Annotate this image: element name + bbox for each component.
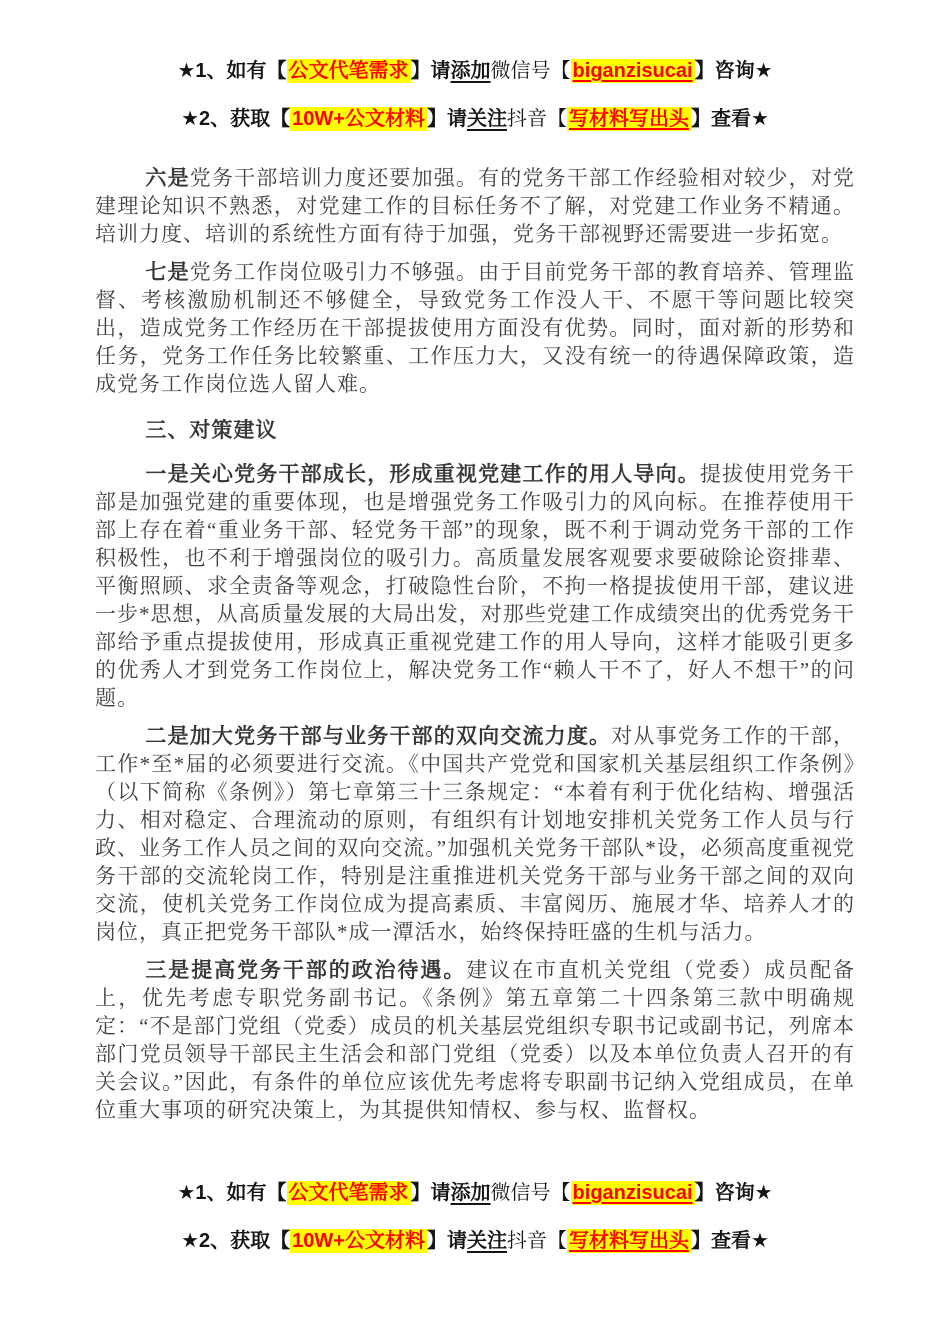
promo-text: 微信号【: [490, 1182, 571, 1204]
paragraph-text: 党务干部培训力度还要加强。有的党务干部工作经验相对较少，对党建理论知识不熟悉，对党建工作的目标任务不了解，对党建工作业务不精通。培训力度、培训的系统性方面有待于加强，党务干部视野还需要进一步拓宽。: [95, 166, 856, 246]
promo-highlight-service: 公文代笔需求: [288, 1182, 409, 1204]
paragraph-lead: 七是: [145, 260, 190, 284]
paragraph-lead: 六是: [145, 166, 190, 190]
promo-highlight-service: 公文代笔需求: [288, 60, 409, 82]
promo-text: 】请: [410, 1182, 451, 1204]
promo-text: ★1、如有【: [177, 60, 287, 82]
paragraph-suggestion-three: [95, 956, 855, 1124]
promo-text: 抖音【: [506, 108, 567, 130]
paragraph-suggestion-two: [95, 722, 855, 946]
promo-action-follow: 关注: [466, 108, 507, 130]
promo-text: 】咨询★: [694, 1182, 773, 1204]
paragraph-lead: 三是提高党务干部的政治待遇。: [145, 958, 467, 982]
promo-text: 】请: [410, 60, 451, 82]
promo-douyin-id: 写材料写出头: [568, 108, 689, 130]
promo-line-1: [95, 1180, 855, 1206]
promo-action-add: 添加: [450, 1182, 491, 1204]
promo-line-2: [95, 1228, 855, 1254]
promo-text: 】请: [426, 1230, 467, 1252]
promo-wechat-id: biganzisucai: [572, 60, 693, 82]
promo-text: 抖音【: [506, 1230, 567, 1252]
promo-text: 】查看★: [690, 108, 769, 130]
promo-wechat-id: biganzisucai: [572, 1182, 693, 1204]
promo-line-1: [95, 58, 855, 84]
promo-action-follow: 关注: [466, 1230, 507, 1252]
paragraph-lead: 二是加大党务干部与业务干部的双向交流力度。: [145, 724, 612, 748]
paragraph-text: 党务工作岗位吸引力不够强。由于目前党务干部的教育培养、管理监督、考核激励机制还不够健全，导致党务工作没人干、不愿干等问题比较突出，造成党务工作经历在干部提拔使用方面没有优势。同时，面对新的形势和任务，党务工作任务比较繁重、工作压力大，又没有统一的待遇保障政策，造成党务工作岗位选人留人难。: [95, 260, 856, 396]
paragraph-text: 对从事党务工作的干部，工作*至*届的必须要进行交流。《中国共产党党和国家机关基层组织工作条例》（以下简称《条例》）第七章第三十三条规定：“本着有利于优化结构、增强活力、相对稳定、合理流动的原则，有组织有计划地安排机关党务工作人员与行政、业务工作人员之间的双向交流。”加强机关党务干部队*设，必须高度重视党务干部的交流轮岗工作，特别是注重推进机关党务干部与业务干部之间的双向交流，使机关党务工作岗位成为提高素质、丰富阅历、施展才华、培养人才的岗位，真正把党务干部队*成一潭活水，始终保持旺盛的生机与活力。: [95, 724, 856, 944]
promo-text: 】咨询★: [694, 60, 773, 82]
promo-text: 】查看★: [690, 1230, 769, 1252]
promo-action-add: 添加: [450, 60, 491, 82]
paragraph-text: 提拔使用党务干部是加强党建的重要体现，也是增强党务工作吸引力的风向标。在推荐使用干部上存在着“重业务干部、轻党务干部”的现象，既不利于调动党务干部的工作积极性，也不利于增强岗位的吸引力。高质量发展客观要求要破除论资排辈、平衡照顾、求全责备等观念，打破隐性台阶，不拘一格提拔使用干部，建议进一步*思想，从高质量发展的大局出发，对那些党建工作成绩突出的优秀党务干部给予重点提拔使用，形成真正重视党建工作的用人导向，这样才能吸引更多的优秀人才到党务工作岗位上，解决党务工作“赖人干不了，好人不想干”的问题。: [95, 462, 856, 710]
section-heading-countermeasures: 三、对策建议: [145, 418, 278, 442]
promo-banner-bottom: [95, 1180, 855, 1254]
paragraph-lead: 一是关心党务干部成长，形成重视党建工作的用人导向。: [145, 462, 700, 486]
promo-highlight-materials: 10W+公文材料: [292, 108, 425, 130]
promo-text: ★2、获取【: [181, 108, 291, 130]
promo-text: ★2、获取【: [181, 1230, 291, 1252]
promo-line-2: [95, 106, 855, 132]
paragraph-text: 建议在市直机关党组（党委）成员配备上，优先考虑专职党务副书记。《条例》第五章第二十四条第三款中明确规定：“不是部门党组（党委）成员的机关基层党组织专职书记或副书记，列席本部门党员领导干部民主生活会和部门党组（党委）以及本单位负责人召开的有关会议。”因此，有条件的单位应该优先考虑将专职副书记纳入党组成员，在单位重大事项的研究决策上，为其提供知情权、参与权、监督权。: [95, 958, 856, 1122]
paragraph-point-seven: [95, 258, 855, 398]
promo-banner-top: [95, 58, 855, 132]
paragraph-suggestion-one: [95, 460, 855, 712]
promo-text: 】请: [426, 108, 467, 130]
document-body: [95, 164, 855, 1124]
promo-highlight-materials: 10W+公文材料: [292, 1230, 425, 1252]
promo-douyin-id: 写材料写出头: [568, 1230, 689, 1252]
promo-text: 微信号【: [490, 60, 571, 82]
paragraph-point-six: [95, 164, 855, 248]
promo-text: ★1、如有【: [177, 1182, 287, 1204]
